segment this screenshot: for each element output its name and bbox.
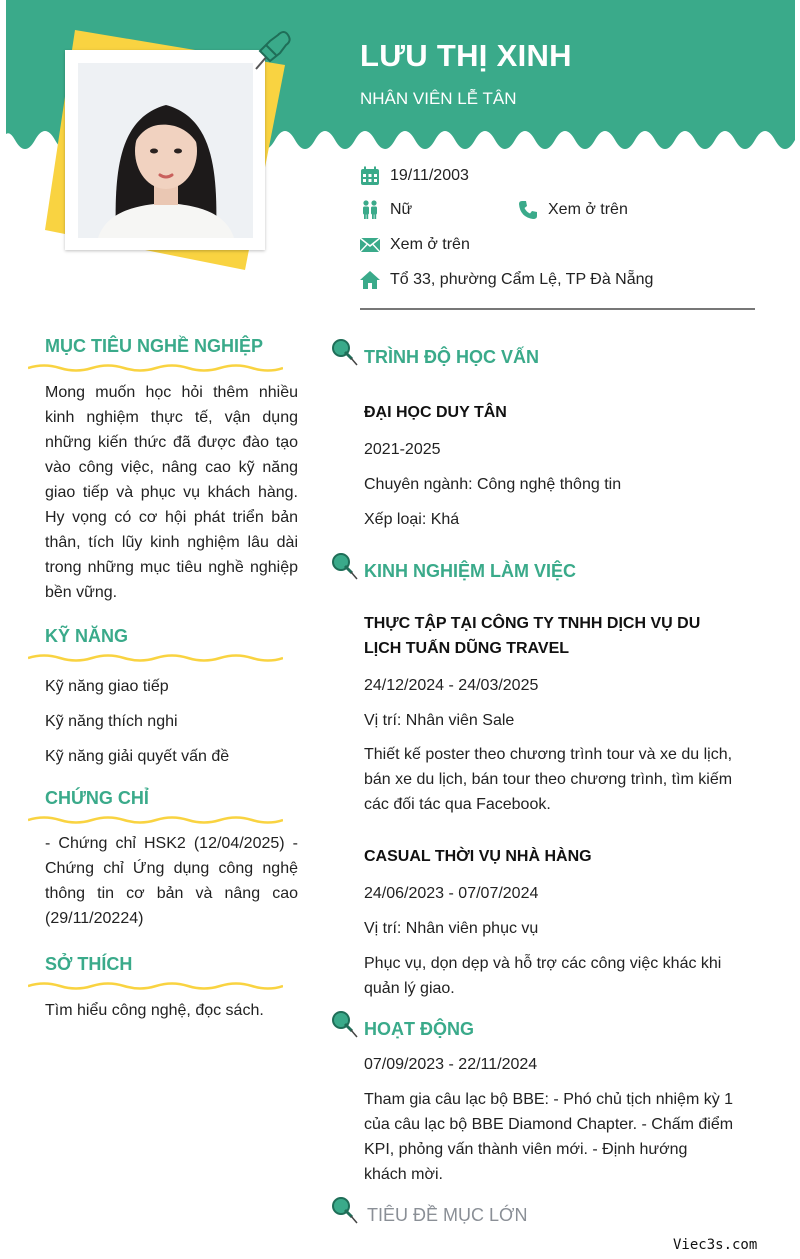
hobbies-heading: SỞ THÍCH	[45, 954, 133, 974]
job-position: Vị trí: Nhân viên Sale	[364, 712, 515, 729]
gender-value: Nữ	[390, 201, 413, 218]
envelope-icon	[360, 235, 380, 255]
pin-icon	[250, 25, 292, 73]
address-row	[360, 269, 653, 291]
watermark: Viec3s.com	[673, 1237, 758, 1253]
skill-item: Kỹ năng giao tiếp	[45, 678, 169, 695]
job-period: 24/12/2024 - 24/03/2025	[364, 677, 539, 694]
phone-icon	[518, 200, 538, 220]
heading-underline	[28, 815, 283, 825]
certificates-heading: CHỨNG CHỈ	[45, 788, 149, 808]
objective-text: Mong muốn học hỏi thêm nhiều kinh nghiệm thực tế, vận dụng những kiến thức đã được đào tạo vào công việc, nâng cao kỹ năng giao tiếp và phục vụ khách hàng. Hy vọng có cơ hội phát triển bản thân, tích lũy kinh nghiệm lâu dài trong những mục tiêu nghề nghiệp bền vững.	[45, 384, 298, 601]
placeholder-section-heading: TIÊU ĐỀ MỤC LỚN	[367, 1205, 528, 1225]
job-period: 24/06/2023 - 07/07/2024	[364, 885, 539, 902]
heading-underline	[28, 653, 283, 663]
activities-description: Tham gia câu lạc bộ BBE: - Phó chủ tịch nhiệm kỳ 1 của câu lạc bộ BBE Diamond Chapter. - Chấm điểm KPI, phỏng vấn thành viên mới. - Định hướng khách mời.	[364, 1091, 734, 1183]
home-icon	[360, 270, 380, 290]
gender-row	[360, 199, 412, 221]
education-period: 2021-2025	[364, 441, 441, 458]
pin-icon	[328, 551, 358, 581]
job-title: NHÂN VIÊN LỄ TÂN	[360, 89, 517, 108]
profile-photo	[78, 63, 253, 238]
job-description: Thiết kế poster theo chương trình tour và xe du lịch, bán xe du lịch, bán tour theo chương trình, tìm kiếm các đối tác qua Facebook.	[364, 746, 733, 813]
email-value: Xem ở trên	[390, 236, 470, 253]
heading-underline	[28, 363, 283, 373]
email-row	[360, 234, 470, 256]
candidate-name: LƯU THỊ XINH	[360, 38, 572, 73]
education-major: Chuyên ngành: Công nghệ thông tin	[364, 476, 622, 493]
calendar-icon	[360, 166, 380, 186]
phone-row	[518, 199, 628, 221]
job-position: Vị trí: Nhân viên phục vụ	[364, 920, 539, 937]
activities-heading: HOẠT ĐỘNG	[364, 1019, 474, 1039]
job-description: Phục vụ, dọn dẹp và hỗ trợ các công việc khác khi quản lý giao.	[364, 955, 722, 997]
heading-underline	[28, 981, 283, 991]
header-divider	[360, 308, 755, 310]
education-school: ĐẠI HỌC DUY TÂN	[364, 404, 507, 421]
phone-value: Xem ở trên	[548, 201, 628, 218]
pin-icon	[328, 337, 358, 367]
address-value: Tổ 33, phường Cẩm Lệ, TP Đà Nẵng	[390, 271, 654, 288]
job-company: THỰC TẬP TẠI CÔNG TY TNHH DỊCH VỤ DU LỊCH TUẤN DŨNG TRAVEL	[364, 615, 701, 657]
activities-period: 07/09/2023 - 22/11/2024	[364, 1056, 538, 1073]
birthdate-value: 19/11/2003	[390, 167, 469, 184]
skill-item: Kỹ năng thích nghi	[45, 713, 178, 730]
education-heading: TRÌNH ĐỘ HỌC VẤN	[364, 347, 539, 367]
education-grade: Xếp loại: Khá	[364, 511, 460, 528]
skills-heading: KỸ NĂNG	[45, 626, 129, 646]
people-icon	[360, 200, 380, 220]
birthdate-row	[360, 165, 469, 187]
experience-heading: KINH NGHIỆM LÀM VIỆC	[364, 561, 577, 581]
pin-icon	[328, 1009, 358, 1039]
hobbies-text: Tìm hiểu công nghệ, đọc sách.	[45, 1002, 264, 1019]
objective-heading: MỤC TIÊU NGHỀ NGHIỆP	[45, 336, 264, 356]
certificates-text: - Chứng chỉ HSK2 (12/04/2025) - Chứng chỉ Ứng dụng công nghệ thông tin cơ bản và nâng cao (29/11/20224)	[45, 835, 298, 927]
job-company: CASUAL THỜI VỤ NHÀ HÀNG	[364, 848, 592, 865]
pin-icon	[328, 1195, 358, 1225]
skill-item: Kỹ năng giải quyết vấn đề	[45, 748, 230, 765]
